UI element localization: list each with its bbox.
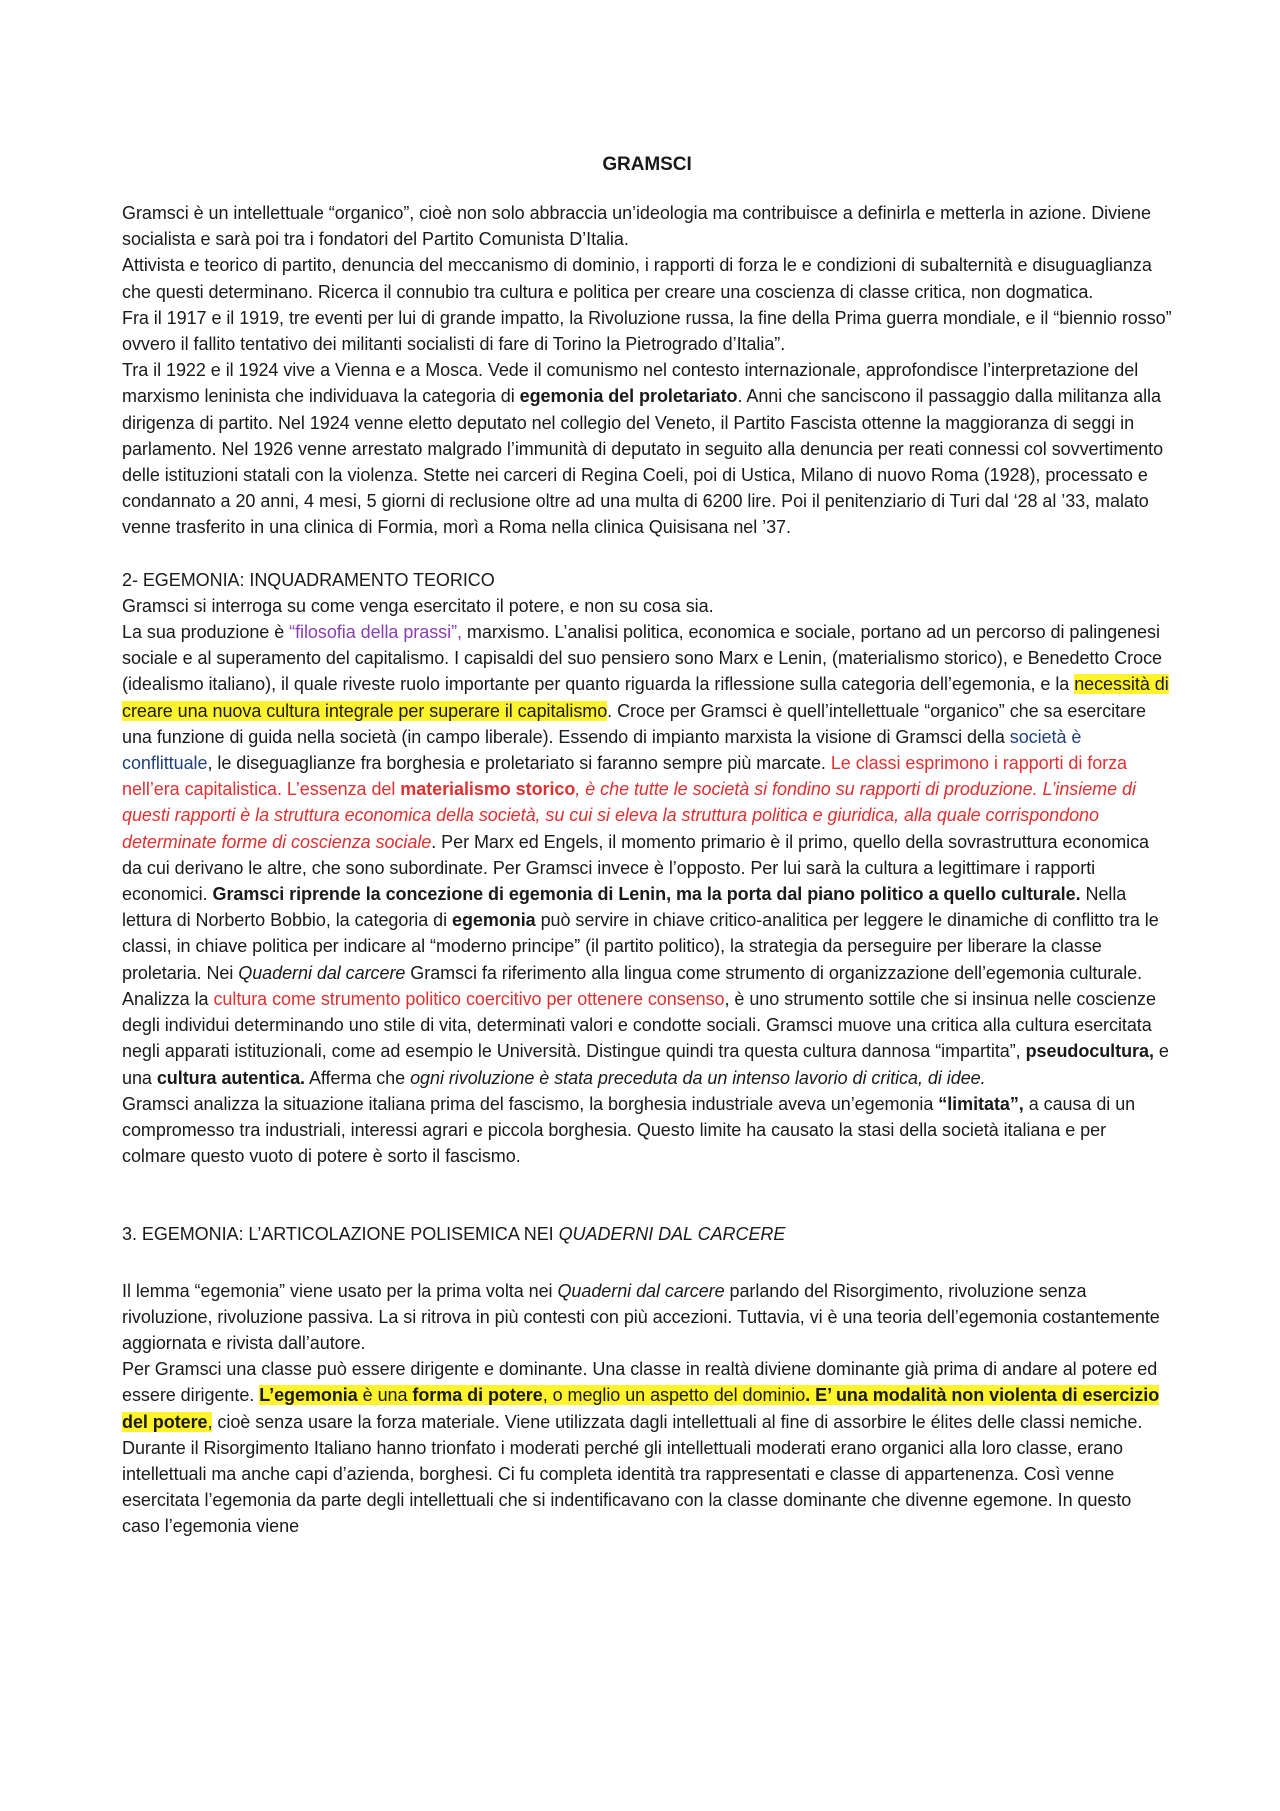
text-run: e una bbox=[122, 1041, 1169, 1088]
highlighted-text: , o meglio un aspetto del dominio bbox=[542, 1385, 806, 1406]
red-bold-text-materialismo: materialismo storico bbox=[400, 779, 576, 800]
section-2-heading: 2- EGEMONIA: INQUADRAMENTO TEORICO bbox=[122, 569, 495, 590]
text-run: Tra il 1922 e il 1924 vive a Vienna e a Mosca. Vede il comunismo nel contesto internazionale, approfondisce l’interpretazione del marxismo leninista che individuava la categoria di bbox=[122, 360, 1139, 407]
bold-text-limitata: “limitata”, bbox=[938, 1093, 1024, 1114]
text-run: parlando del Risorgimento, rivoluzione senza rivoluzione, rivoluzione passiva. La si ritrova in più contesti con più accezioni. Tuttavia, vi è una teoria dell’egemonia costantemente aggiornata e rivista dall’autore. bbox=[122, 1280, 1160, 1353]
text-run: Nella lettura di Norberto Bobbio, la categoria di bbox=[122, 884, 1127, 931]
purple-text-filosofia-prassi: “filosofia della prassi”, bbox=[289, 622, 462, 643]
text-run: . Anni che sanciscono il passaggio dalla militanza alla dirigenza di partito. Nel 1924 venne eletto deputato nel collegio del Veneto, il Partito Fascista ottenne la maggioranza di seggi in parlamento. Nel 1926 venne arrestato malgrado l’immunità di deputato in seguito alla denuncia per reati connessi col sovvertimento delle istituzioni statali con la violenza. Stette nei carceri di Regina Coeli, poi di Ustica, Milano di nuovo Roma (1928), processato e condannato a 20 anni, 4 mesi, 5 giorni di reclusione oltre ad una multa di 6200 lire. Poi il penitenziario di Turi dal ‘28 al ’33, malato venne trasferito in una clinica di Formia, morì a Roma nella clinica Quisisana nel ’37. bbox=[122, 386, 1164, 538]
document-page bbox=[122, 152, 1172, 1540]
italic-text-rivoluzione: ogni rivoluzione è stata preceduta da un intenso lavorio di critica, di idee. bbox=[410, 1067, 986, 1088]
highlighted-text-nuova-cultura: necessità di creare una nuova cultura integrale per superare il capitalismo bbox=[122, 674, 1169, 721]
bold-text-egemonia-proletariato: egemonia del proletariato bbox=[519, 386, 738, 407]
text-run: Il lemma “egemonia” viene usato per la prima volta nei bbox=[122, 1280, 558, 1301]
section-3-paragraph-2 bbox=[122, 1356, 1172, 1539]
section-2-paragraph-2 bbox=[122, 1091, 1172, 1170]
text-run: cioè senza usare la forza materiale. Viene utilizzata dagli intellettuali al fine di assorbire le élites delle classi nemiche. Durante il Risorgimento Italiano hanno trionfato i moderati perché gli intellettuali moderati erano organici alla loro classe, erano intellettuali ma anche capi d’azienda, borghesi. Ci fu completa identità tra rappresentati e classe di appartenenza. Così venne esercitata l’egemonia da parte degli intellettuali che si indentificavano con la classe dominante che divenne egemone. In questo caso l’egemonia viene bbox=[122, 1411, 1143, 1537]
section-3-paragraph-1 bbox=[122, 1278, 1172, 1357]
document-title: GRAMSCI bbox=[602, 154, 692, 175]
text-run: 3. EGEMONIA: L’ARTICOLAZIONE POLISEMICA NEI bbox=[122, 1224, 559, 1245]
section-3-heading bbox=[122, 1221, 1172, 1247]
text-run: Afferma che bbox=[304, 1067, 411, 1088]
text-run: , è uno strumento sottile che si insinua nelle coscienze degli individui determinando uno stile di vita, determinati valori e condotte sociali. Gramsci muove una critica alla cultura esercitata negli apparati istituzionali, come ad esempio le Università. Distingue quindi tra questa cultura dannosa “impartita”, bbox=[122, 988, 1156, 1062]
highlighted-text: è una bbox=[357, 1385, 413, 1406]
highlighted-text: , bbox=[207, 1411, 213, 1432]
red-text-classi: Le classi esprimono i rapporti di forza nell’era capitalistica. L’essenza del bbox=[122, 753, 1128, 800]
red-italic-text-struttura: , è che tutte le società si fondino su rapporti di produzione. L’insieme di questi rapporti è la struttura economica della società, su cui si eleva la struttura politica e giuridica, alla quale corrispondono determinate forme di coscienza sociale bbox=[122, 779, 1136, 852]
bold-text-pseudocultura: pseudocultura, bbox=[1025, 1041, 1154, 1062]
bold-text-lenin: Gramsci riprende la concezione di egemonia di Lenin, ma la porta dal piano politico a quello culturale. bbox=[212, 884, 1081, 905]
highlighted-bold-egemonia: L’egemonia bbox=[259, 1385, 358, 1406]
bold-text-egemonia: egemonia bbox=[452, 910, 536, 931]
highlighted-bold-forma-potere: forma di potere bbox=[412, 1385, 543, 1406]
text-run: La sua produzione è bbox=[122, 622, 290, 643]
text-run: Gramsci analizza la situazione italiana prima del fascismo, la borghesia industriale aveva un’egemonia bbox=[122, 1093, 939, 1114]
text-run: . Per Marx ed Engels, il momento primario è il primo, quello della sovrastruttura economica da cui derivano le altre, che sono subordinate. Per Gramsci invece è l’opposto. Per lui sarà la cultura a legittimare i rapporti economici. bbox=[122, 831, 1150, 905]
intro-paragraph-1: Gramsci è un intellettuale “organico”, cioè non solo abbraccia un’ideologia ma contribuisce a definirla e metterla in azione. Diviene socialista e sarà poi tra i fondatori del Partito Comunista D’Italia. bbox=[122, 203, 1151, 250]
text-run: . Croce per Gramsci è quell’intellettuale “organico” che sa esercitare una funzione di guida nella società (in campo liberale). Essendo di impianto marxista la visione di Gramsci della bbox=[122, 700, 1146, 747]
intro-paragraph-3: Fra il 1917 e il 1919, tre eventi per lui di grande impatto, la Rivoluzione russa, la fine della Prima guerra mondiale, e il “biennio rosso” ovvero il fallito tentativo dei militanti socialisti di fare di Torino la Pietrogrado d’Italia”. bbox=[122, 307, 1172, 355]
text-run: Gramsci fa riferimento alla lingua come strumento di organizzazione dell’egemonia culturale. Analizza la bbox=[122, 962, 1143, 1009]
italic-text-quaderni-heading: QUADERNI DAL CARCERE bbox=[558, 1224, 786, 1245]
red-text-cultura-coercitivo: cultura come strumento politico coercitivo per ottenere consenso bbox=[213, 988, 725, 1009]
highlighted-bold-modalita: . E’ una modalità non violenta di esercizio del potere bbox=[122, 1385, 1160, 1432]
text-run: marxismo. L’analisi politica, economica e sociale, portano ad un percorso di palingenesi sociale e al superamento del capitalismo. I capisaldi del suo pensiero sono Marx e Lenin, (materialismo storico), e Benedetto Croce (idealismo italiano), il quale riveste ruolo importante per quanto riguarda la riflessione sulla categoria dell’egemonia, e la bbox=[122, 622, 1162, 695]
italic-text-quaderni: Quaderni dal carcere bbox=[557, 1280, 725, 1301]
section-2-paragraph bbox=[122, 619, 1172, 1091]
bold-text-cultura-autentica: cultura autentica. bbox=[156, 1067, 305, 1088]
section-2-line-1: Gramsci si interroga su come venga esercitato il potere, e non su cosa sia. bbox=[122, 595, 714, 616]
intro-paragraph-4 bbox=[122, 357, 1172, 540]
text-run: può servire in chiave critico-analitica per leggere le dinamiche di conflitto tra le classi, in chiave politica per indicare al “moderno principe” (il partito politico), la strategia da perseguire per liberare la classe proletaria. Nei bbox=[122, 910, 1159, 983]
text-run: , le diseguaglianze fra borghesia e proletariato si faranno sempre più marcate. bbox=[207, 753, 831, 774]
intro-paragraph-2: Attivista e teorico di partito, denuncia del meccanismo di dominio, i rapporti di forza le e condizioni di subalternità e disuguaglianza che questi determinano. Ricerca il connubio tra cultura e politica per creare una coscienza di classe critica, non dogmatica. bbox=[122, 255, 1152, 302]
intro-section bbox=[122, 200, 1172, 541]
section-2 bbox=[122, 567, 1172, 1170]
section-3 bbox=[122, 1221, 1172, 1539]
italic-text-quaderni: Quaderni dal carcere bbox=[238, 962, 406, 983]
text-run: Per Gramsci una classe può essere dirigente e dominante. Una classe in realtà diviene dominante già prima di andare al potere ed essere dirigente. bbox=[122, 1359, 1158, 1406]
blue-text-societa-conflittuale: società è conflittuale bbox=[122, 726, 1082, 774]
text-run: a causa di un compromesso tra industriali, interessi agrari e piccola borghesia. Questo limite ha causato la stasi della società italiana e per colmare questo vuoto di potere è sorto il fascismo. bbox=[122, 1093, 1136, 1167]
